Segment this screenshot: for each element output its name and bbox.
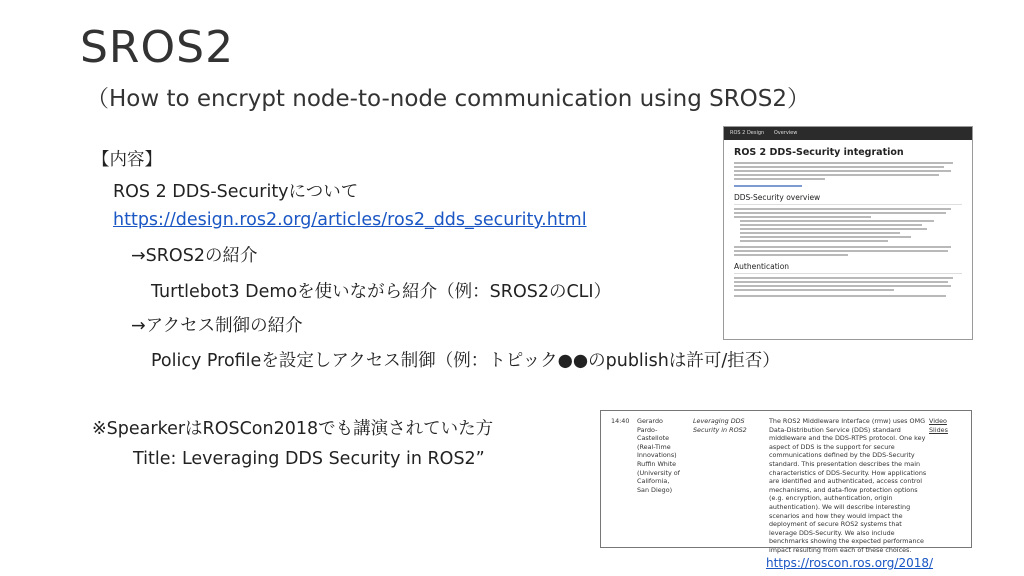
- design-text-block: [734, 162, 962, 187]
- content-line-talk-title: Title: Leveraging DDS Security in ROS2”: [133, 449, 485, 469]
- design-article-link[interactable]: https://design.ros2.org/articles/ros2_dds_security.html: [113, 210, 587, 230]
- slide-title: SROS2: [80, 22, 235, 73]
- content-line-speaker-note: ※SpearkerはROSCon2018でも講演されていた方: [92, 419, 494, 439]
- roscon-abstract: The ROS2 Middleware Interface (rmw) uses OMG Data-Distribution Service (DDS) standard middleware and the DDS-RTPS protocol. One key aspect of DDS is the support for secure communications defined by the DDS-Security standard. This presentation describes the main characteristics of DDS-Security. How applications are identified and authenticated, access control mechanisms, and data-flow protection options (e.g. encryption, authentication, origin authentication). We will describe interesting scenarios and how they would impact the deployment of secure ROS2 systems that leverage DDS-Security. We also include benchmarks showing the expected performance impact resulting from each of these choices.: [769, 417, 927, 554]
- roscon-schedule-screenshot: [600, 410, 972, 554]
- content-heading: 【内容】: [92, 150, 162, 170]
- content-line-access-control-intro: →アクセス制御の紹介: [131, 316, 303, 336]
- roscon-slides-link[interactable]: Slides: [929, 425, 948, 434]
- design-nav-overview: Overview: [773, 130, 798, 136]
- design-page-navbar: [724, 127, 972, 140]
- design-nav-home: ROS 2 Design: [730, 130, 765, 136]
- slide-subtitle: （How to encrypt node-to-node communication using SROS2）: [86, 86, 811, 112]
- design-text-block-2: [734, 208, 962, 256]
- design-section-overview: DDS-Security overview: [734, 193, 962, 205]
- content-line-policy-profile: Policy Profileを設定しアクセス制御（例：トピック●●のpublishは許可/拒否）: [151, 351, 780, 371]
- roscon-time: 14:40: [611, 417, 630, 425]
- design-page-screenshot: [723, 126, 973, 340]
- roscon-video-link[interactable]: Video: [929, 417, 947, 425]
- content-line-sros2-intro: →SROS2の紹介: [131, 246, 258, 266]
- design-section-authentication: Authentication: [734, 262, 962, 274]
- design-page-heading: ROS 2 DDS-Security integration: [734, 147, 904, 158]
- design-text-block-3: [734, 277, 962, 297]
- content-line-turtlebot-demo: Turtlebot3 Demoを使いながら紹介（例：SROS2のCLI）: [151, 282, 612, 302]
- roscon-url-link[interactable]: https://roscon.ros.org/2018/: [766, 556, 934, 570]
- roscon-talk-title: Leveraging DDS Security in ROS2: [693, 417, 747, 434]
- roscon-speakers: Gerardo Pardo-Castellote (Real-Time Innovations) Ruffin White (University of California, San Diego): [637, 417, 680, 494]
- content-line-dds-security: ROS 2 DDS-Securityについて: [113, 182, 359, 202]
